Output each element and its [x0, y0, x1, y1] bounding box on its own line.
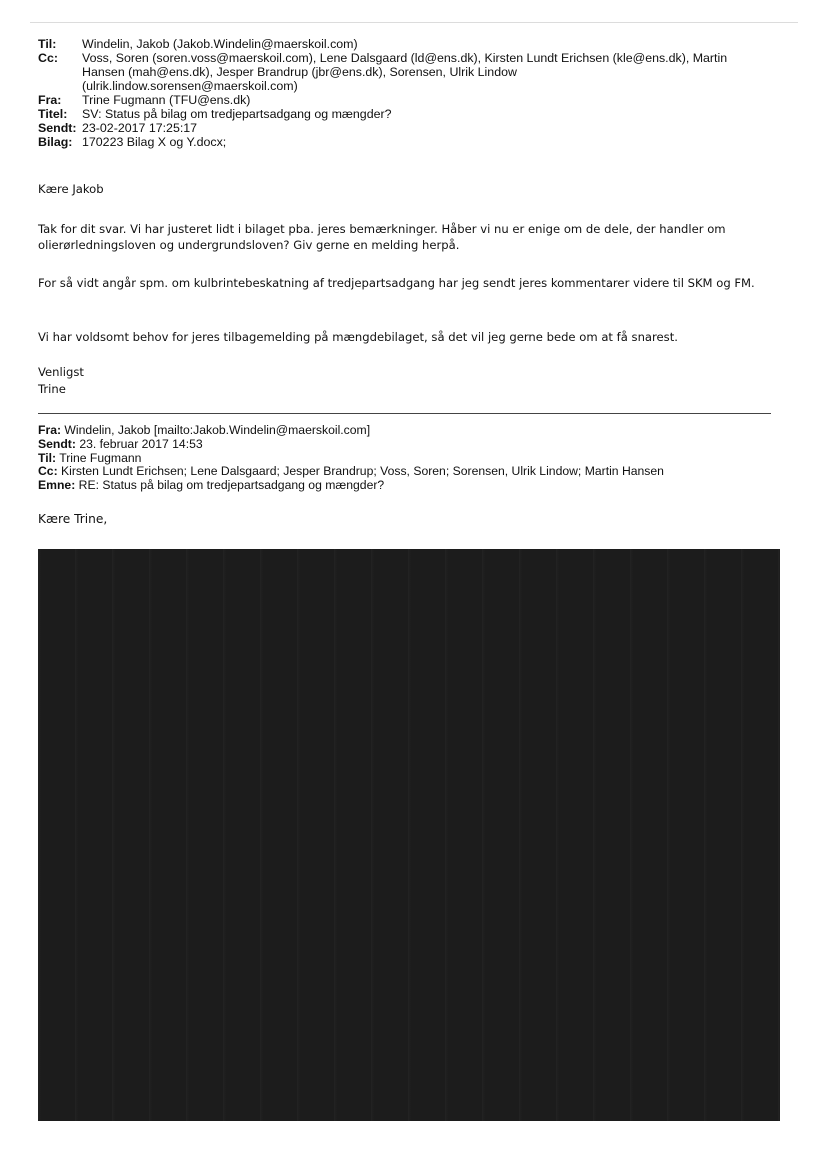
to-row — [38, 37, 798, 51]
subject-row — [38, 107, 798, 121]
quoted-subject-row — [38, 479, 798, 493]
from-row — [38, 93, 798, 107]
cc-label: Cc: — [38, 51, 58, 65]
attachment-label: Bilag: — [38, 135, 73, 149]
email-header — [38, 37, 798, 149]
quoted-cc-value: Kirsten Lundt Erichsen; Lene Dalsgaard; Jesper Brandrup; Voss, Soren; Sorensen, Ulrik Lindow; Martin Hansen — [61, 464, 664, 479]
sent-row — [38, 121, 798, 135]
cc-row — [38, 51, 798, 93]
quoted-cc-label: Cc: — [38, 464, 58, 479]
to-label: Til: — [38, 37, 57, 51]
from-value: Trine Fugmann (TFU@ens.dk) — [82, 93, 251, 107]
signature: Trine — [38, 382, 66, 396]
quoted-greeting: Kære Trine, — [38, 512, 108, 526]
attachment-value: 170223 Bilag X og Y.docx; — [82, 135, 227, 149]
quoted-sent-row — [38, 438, 798, 452]
quoted-header — [38, 424, 798, 493]
sent-label: Sendt: — [38, 121, 77, 135]
paragraph-1: Tak for dit svar. Vi har justeret lidt i bilaget pba. jeres bemærkninger. Håber vi nu er enige om de dele, der handler om olierørledningsloven og undergrundsloven? Giv gerne en melding herpå. — [38, 222, 726, 252]
quoted-subject-label: Emne: — [38, 478, 76, 493]
quoted-subject-value: RE: Status på bilag om tredjepartsadgang og mængder? — [78, 478, 385, 493]
paragraph-3: Vi har voldsomt behov for jeres tilbagemelding på mængdebilaget, så det vil jeg gerne bede om at få snarest. — [38, 330, 678, 344]
quoted-to-label: Til: — [38, 450, 57, 465]
subject-label: Titel: — [38, 107, 68, 121]
quoted-to-value: Trine Fugmann — [59, 450, 142, 465]
subject-value: SV: Status på bilag om tredjepartsadgang og mængder? — [82, 107, 392, 121]
quoted-from-row — [38, 424, 798, 438]
cc-value — [82, 51, 798, 93]
cc-line-1: Voss, Soren (soren.voss@maerskoil.com), Lene Dalsgaard (ld@ens.dk), Kirsten Lundt Erichsen (kle@ens.dk), Martin — [82, 51, 728, 65]
quoted-cc-row — [38, 465, 798, 479]
paragraph-2: For så vidt angår spm. om kulbrintebeskatning af tredjepartsadgang har jeg sendt jeres kommentarer videre til SKM og FM. — [38, 276, 755, 290]
attachment-row — [38, 135, 798, 149]
cc-line-2: Hansen (mah@ens.dk), Jesper Brandrup (jbr@ens.dk), Sorensen, Ulrik Lindow — [82, 65, 517, 79]
quoted-from-value: Windelin, Jakob [mailto:Jakob.Windelin@maerskoil.com] — [64, 423, 371, 437]
quoted-sent-value: 23. februar 2017 14:53 — [79, 436, 203, 451]
quoted-to-row — [38, 452, 798, 466]
quote-separator — [38, 413, 771, 414]
quoted-from-label: Fra: — [38, 423, 62, 437]
top-divider — [30, 22, 798, 23]
sent-value: 23-02-2017 17:25:17 — [82, 121, 198, 135]
greeting: Kære Jakob — [38, 182, 104, 196]
redaction-block — [38, 549, 780, 1121]
from-label: Fra: — [38, 93, 62, 107]
quoted-sent-label: Sendt: — [38, 436, 76, 451]
sign-off: Venligst — [38, 365, 84, 379]
to-value: Windelin, Jakob (Jakob.Windelin@maerskoil.com) — [82, 37, 358, 51]
cc-line-3: (ulrik.lindow.sorensen@maerskoil.com) — [82, 79, 298, 93]
